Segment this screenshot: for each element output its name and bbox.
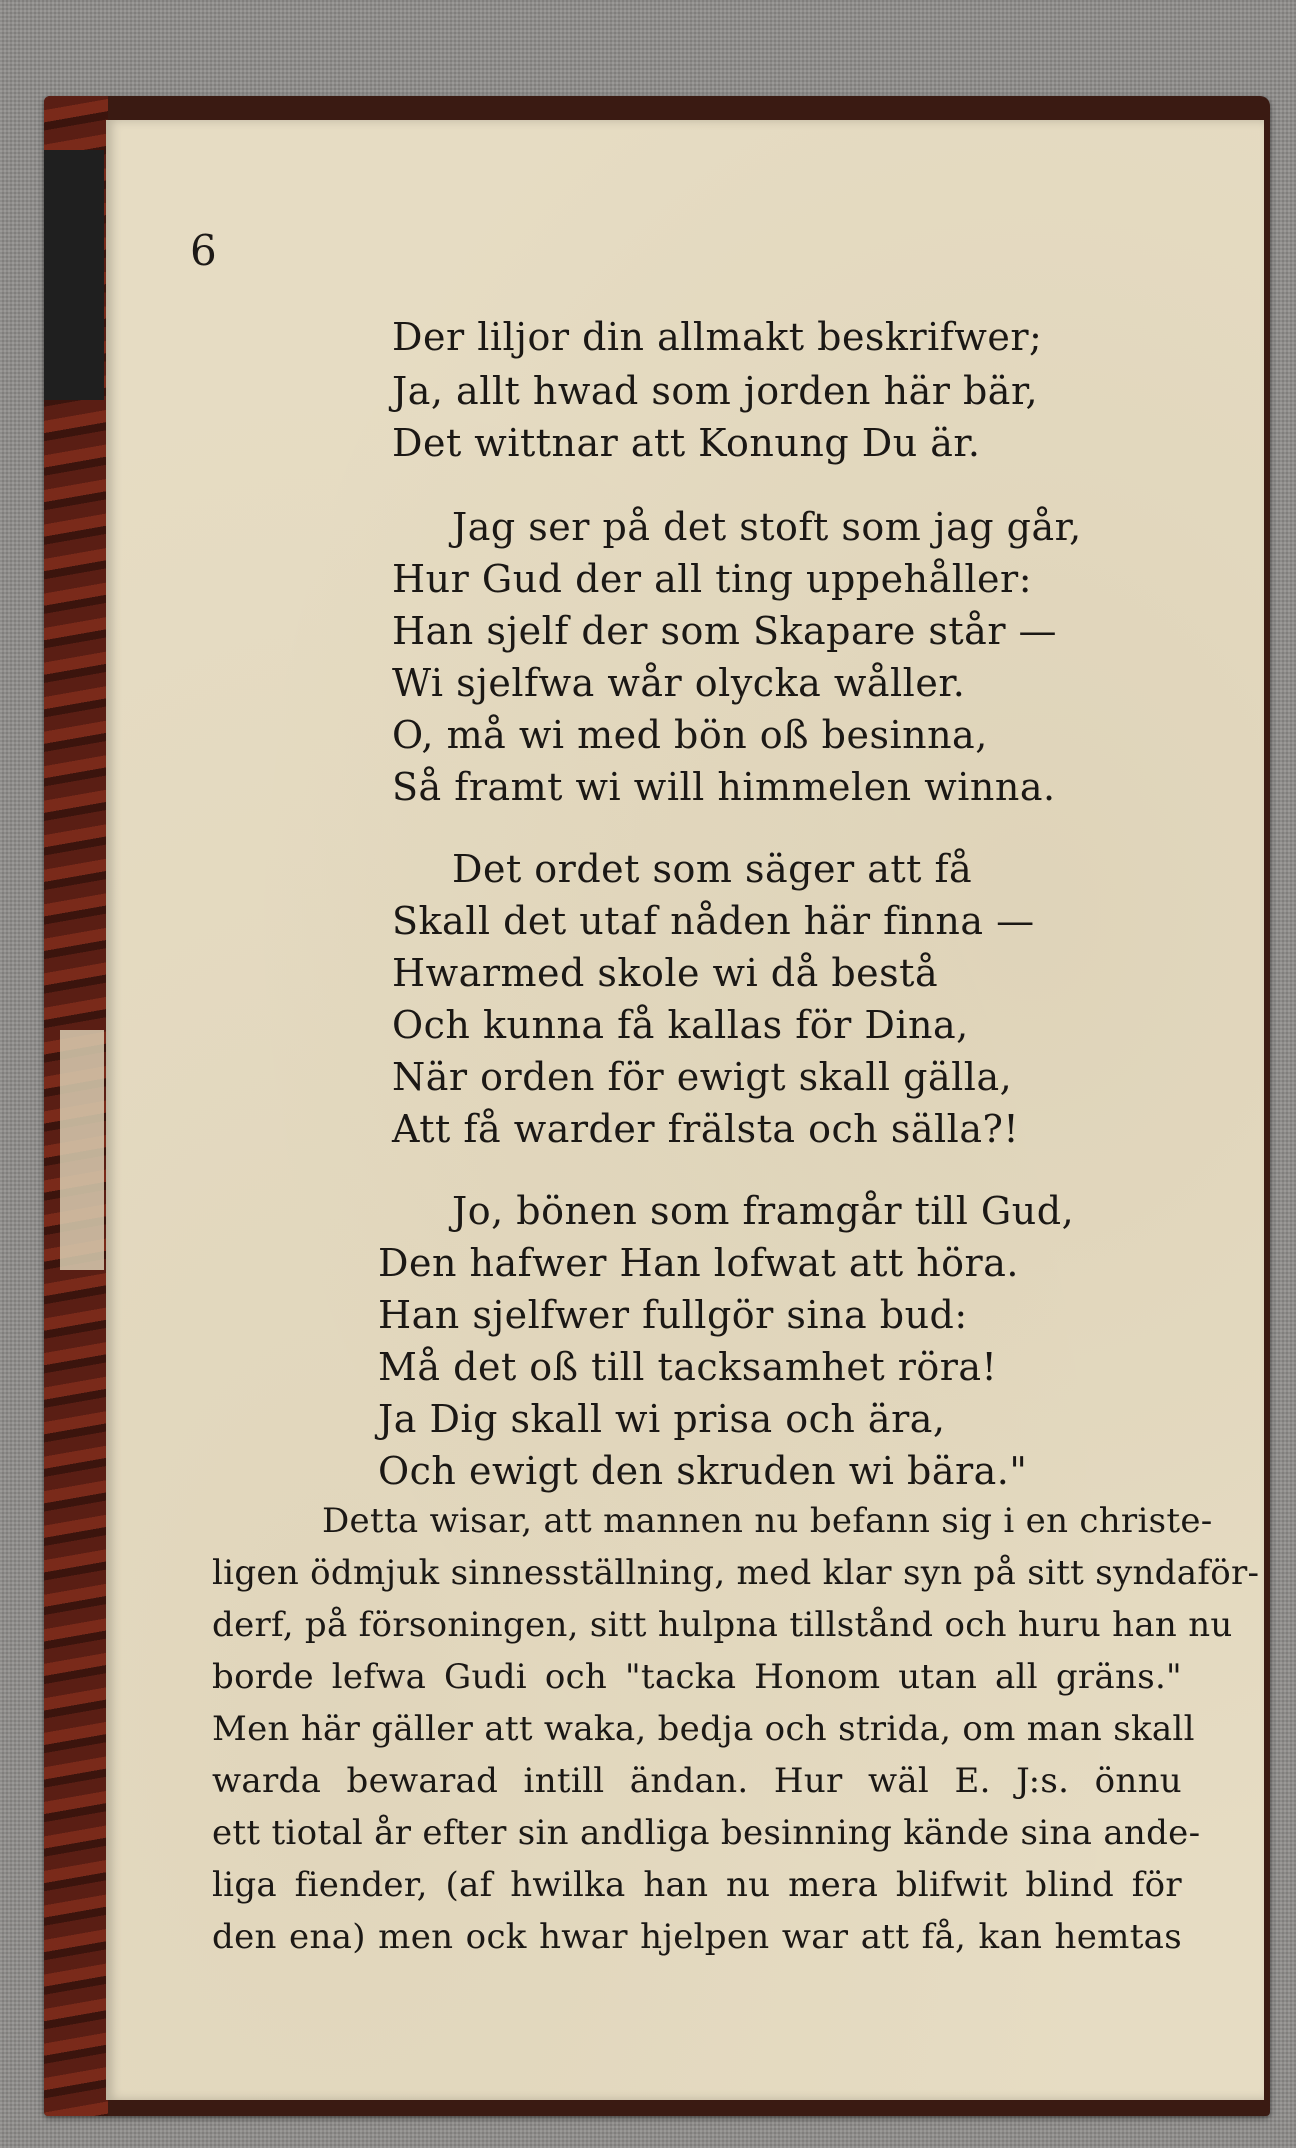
prose-line: liga fiender, (af hwilka han nu mera blifwit blind för — [212, 1865, 1182, 1905]
prose-line: derf, på försoningen, sitt hulpna tillstånd och huru han nu — [212, 1605, 1233, 1645]
poem-line: Der liljor din allmakt beskrifwer; — [392, 315, 1043, 359]
page-number: 6 — [190, 226, 217, 275]
poem-line: Jag ser på det stoft som jag går, — [452, 505, 1082, 549]
poem-line: Hwarmed skole wi då bestå — [392, 951, 939, 995]
poem-line: Han sjelf der som Skapare står — — [392, 609, 1058, 653]
poem-line: Wi sjelfwa wår olycka wåller. — [392, 661, 966, 705]
poem-line: Det ordet som säger att få — [452, 847, 973, 891]
poem-line: När orden för ewigt skall gälla, — [392, 1055, 1013, 1099]
prose-line: ett tiotal år efter sin andliga besinning kände sina andе- — [212, 1813, 1201, 1853]
prose-line: Men här gäller att waka, bedja och strida, om man skall — [212, 1709, 1195, 1749]
prose-line: Detta wisar, att mannen nu befann sig i en christe- — [322, 1501, 1213, 1541]
poem-line: O, må wi med bön oß besinna, — [392, 713, 988, 757]
poem-line: Så framt wi will himmelen winna. — [392, 765, 1056, 809]
poem-line: Skall det utaf nåden här finna — — [392, 899, 1035, 943]
poem-line: Jo, bönen som framgår till Gud, — [452, 1189, 1075, 1233]
prose-line: ligen ödmjuk sinnesställning, med klar syn på sitt syndaför- — [212, 1553, 1260, 1593]
poem-line: Att få warder frälsta och sälla?! — [392, 1107, 1020, 1151]
poem-line: Och ewigt den skruden wi bära." — [378, 1449, 1028, 1493]
poem-line: Och kunna få kallas för Dina, — [392, 1003, 969, 1047]
spine-worn-patch — [60, 1030, 104, 1270]
poem-line: Hur Gud der all ting uppehåller: — [392, 557, 1032, 601]
poem-line: Han sjelfwer fullgör sina bud: — [378, 1293, 968, 1337]
poem-line: Ja Dig skall wi prisa och ära, — [378, 1397, 946, 1441]
prose-line: den ena) men ock hwar hjelpen war att få, kan hemtas — [212, 1917, 1182, 1957]
poem-line: Må det oß till tacksamhet röra! — [378, 1345, 998, 1389]
prose-line: borde lefwa Gudi och "tacka Honom utan all gräns." — [212, 1657, 1182, 1697]
poem-line: Ja, allt hwad som jorden här bär, — [392, 369, 1039, 413]
prose-line: warda bewarad intill ändan. Hur wäl E. J:s. önnu — [212, 1761, 1182, 1801]
poem-line: Den hafwer Han lofwat att höra. — [378, 1241, 1019, 1285]
poem-line: Det wittnar att Konung Du är. — [392, 421, 981, 465]
spine-dark-patch — [44, 150, 104, 400]
